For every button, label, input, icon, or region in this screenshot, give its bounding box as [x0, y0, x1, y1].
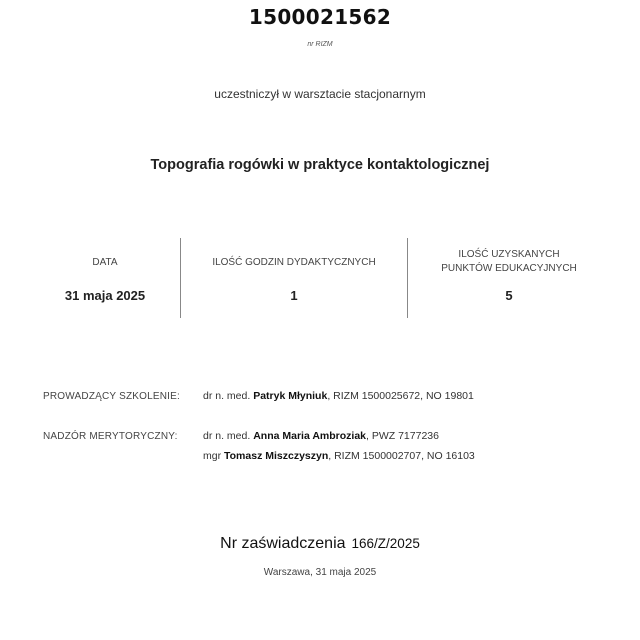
supervisor-entry — [203, 450, 475, 462]
supervisor-name: Anna Maria Ambroziak — [253, 430, 367, 442]
registration-number: 1500021562 — [248, 5, 392, 29]
course-info-row — [30, 238, 610, 318]
supervisor-title: dr n. med. — [203, 430, 254, 442]
hours-label: ILOŚĆ GODZIN DYDAKTYCZNYCH — [212, 257, 376, 268]
points-label-line-1: ILOŚĆ UZYSKANYCH — [458, 249, 560, 260]
certificate-number-value: 166/Z/2025 — [351, 536, 420, 551]
supervisor-details: , PWZ 7177236 — [366, 430, 439, 442]
supervisor-name: Tomasz Miszczyszyn — [224, 450, 329, 462]
points-value: 5 — [505, 288, 513, 303]
date-column — [30, 238, 180, 318]
lead-name: Patryk Młyniuk — [253, 390, 328, 402]
supervisor-details: , RIZM 1500002707, NO 16103 — [328, 450, 475, 462]
certificate-number-label: Nr zaświadczenia — [220, 535, 346, 552]
supervisor-title: mgr — [203, 450, 224, 462]
place-and-date: Warszawa, 31 maja 2025 — [263, 567, 377, 578]
hours-value: 1 — [290, 288, 298, 303]
registration-caption: nr RIZM — [307, 41, 333, 48]
lead-instructor — [203, 390, 474, 402]
supervisor-entry — [203, 430, 439, 442]
points-label-line-2: PUNKTÓW EDUKACYJNYCH — [441, 263, 577, 274]
date-value: 31 maja 2025 — [64, 288, 146, 303]
date-label: DATA — [92, 257, 118, 268]
lead-label: PROWADZĄCY SZKOLENIE: — [43, 391, 181, 402]
participation-text: uczestniczył w warsztacie stacjonarnym — [214, 87, 426, 101]
course-title: Topografia rogówki w praktyce kontaktologicznej — [150, 157, 490, 173]
lead-title: dr n. med. — [203, 390, 254, 402]
points-label — [408, 238, 610, 276]
hours-column — [181, 238, 407, 318]
supervisor-label: NADZÓR MERYTORYCZNY: — [43, 431, 178, 442]
certificate-number — [0, 535, 640, 553]
points-column — [408, 238, 610, 318]
lead-details: , RIZM 1500025672, NO 19801 — [327, 390, 474, 402]
